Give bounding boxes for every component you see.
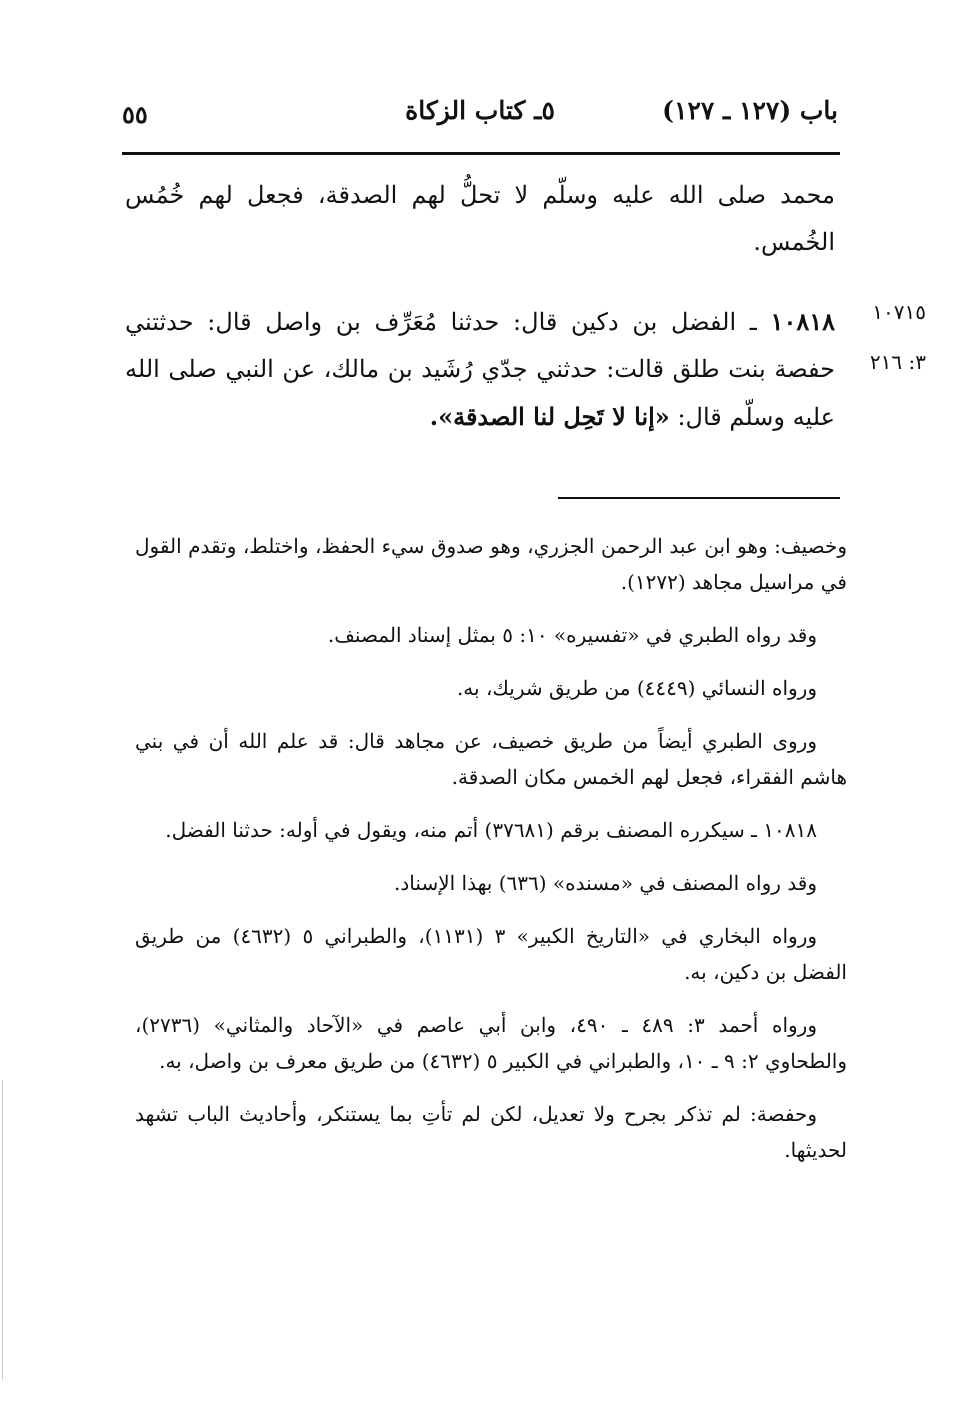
side-reference-number: ١٠٧١٥ [872, 300, 926, 324]
footnote-paragraph: وخصيف: وهو ابن عبد الرحمن الجزري، وهو صدوق سيء الحفظ، واختلط، وتقدم القول في مراسيل مجاهد (١٢٧٢). [135, 534, 847, 594]
scan-margin-line [2, 1080, 3, 1380]
header-rule [122, 152, 840, 155]
footnote-paragraph: ١٠٨١٨ ـ سيكرره المصنف برقم (٣٧٦٨١) أتم منه، ويقول في أوله: حدثنا الفضل. [165, 818, 817, 842]
hadith-paragraph [125, 298, 835, 441]
footnote-paragraph: وروى الطبري أيضاً من طريق خصيف، عن مجاهد قال: قد علم الله أن في بني هاشم الفقراء، فجعل لهم الخمس مكان الصدقة. [135, 729, 847, 789]
chapter-label: باب (١٢٧ ـ ١٢٧) [662, 96, 838, 125]
side-reference-volume-page: ٣: ٢١٦ [869, 350, 926, 374]
hadith-number: ١٠٨١٨ [770, 307, 835, 336]
running-header [122, 96, 838, 136]
footnote-paragraph: وحفصة: لم تذكر بجرح ولا تعديل، لكن لم تأتِ بما يستنكر، وأحاديث الباب تشهد لحديثها. [135, 1102, 847, 1162]
continuation-text: محمد صلى الله عليه وسلّم لا تحلُّ لهم الصدقة، فجعل لهم خُمُس الخُمس. [125, 181, 835, 256]
book-title: ٥ـ كتاب الزكاة [405, 96, 555, 125]
footnote-paragraph: ورواه البخاري في «التاريخ الكبير» ٣ (١١٣١)، والطبراني ٥ (٤٦٣٢) من طريق الفضل بن دكين، به. [135, 924, 847, 984]
footnote-paragraph: ورواه أحمد ٣: ٤٨٩ ـ ٤٩٠، وابن أبي عاصم في «الآحاد والمثاني» (٢٧٣٦)، والطحاوي ٢: ٩ ـ ١٠، والطبراني في الكبير ٥ (٤٦٣٢) من طريق معرف بن واصل، به. [135, 1013, 847, 1073]
footnotes-section [135, 528, 847, 1185]
page-number: ٥٥ [122, 100, 148, 129]
footnote-paragraph: وقد رواه الطبري في «تفسيره» ١٠: ٥ بمثل إسناد المصنف. [327, 623, 817, 647]
continuation-paragraph [125, 172, 835, 266]
hadith-text: ـ الفضل بن دكين قال: حدثنا مُعَرِّف بن واصل قال: حدثتني حفصة بنت طلق قالت: حدثني جدّي رُشَيد بن مالك، عن النبي صلى الله عليه وسلّم قال: [125, 308, 835, 431]
footnote-paragraph: وقد رواه المصنف في «مسنده» (٦٣٦) بهذا الإسناد. [394, 871, 817, 895]
hadith-quote: «إنا لا تَحِل لنا الصدقة». [429, 402, 670, 431]
footnote-paragraph: ورواه النسائي (٤٤٤٩) من طريق شريك، به. [456, 676, 817, 700]
footnote-separator [558, 497, 840, 499]
